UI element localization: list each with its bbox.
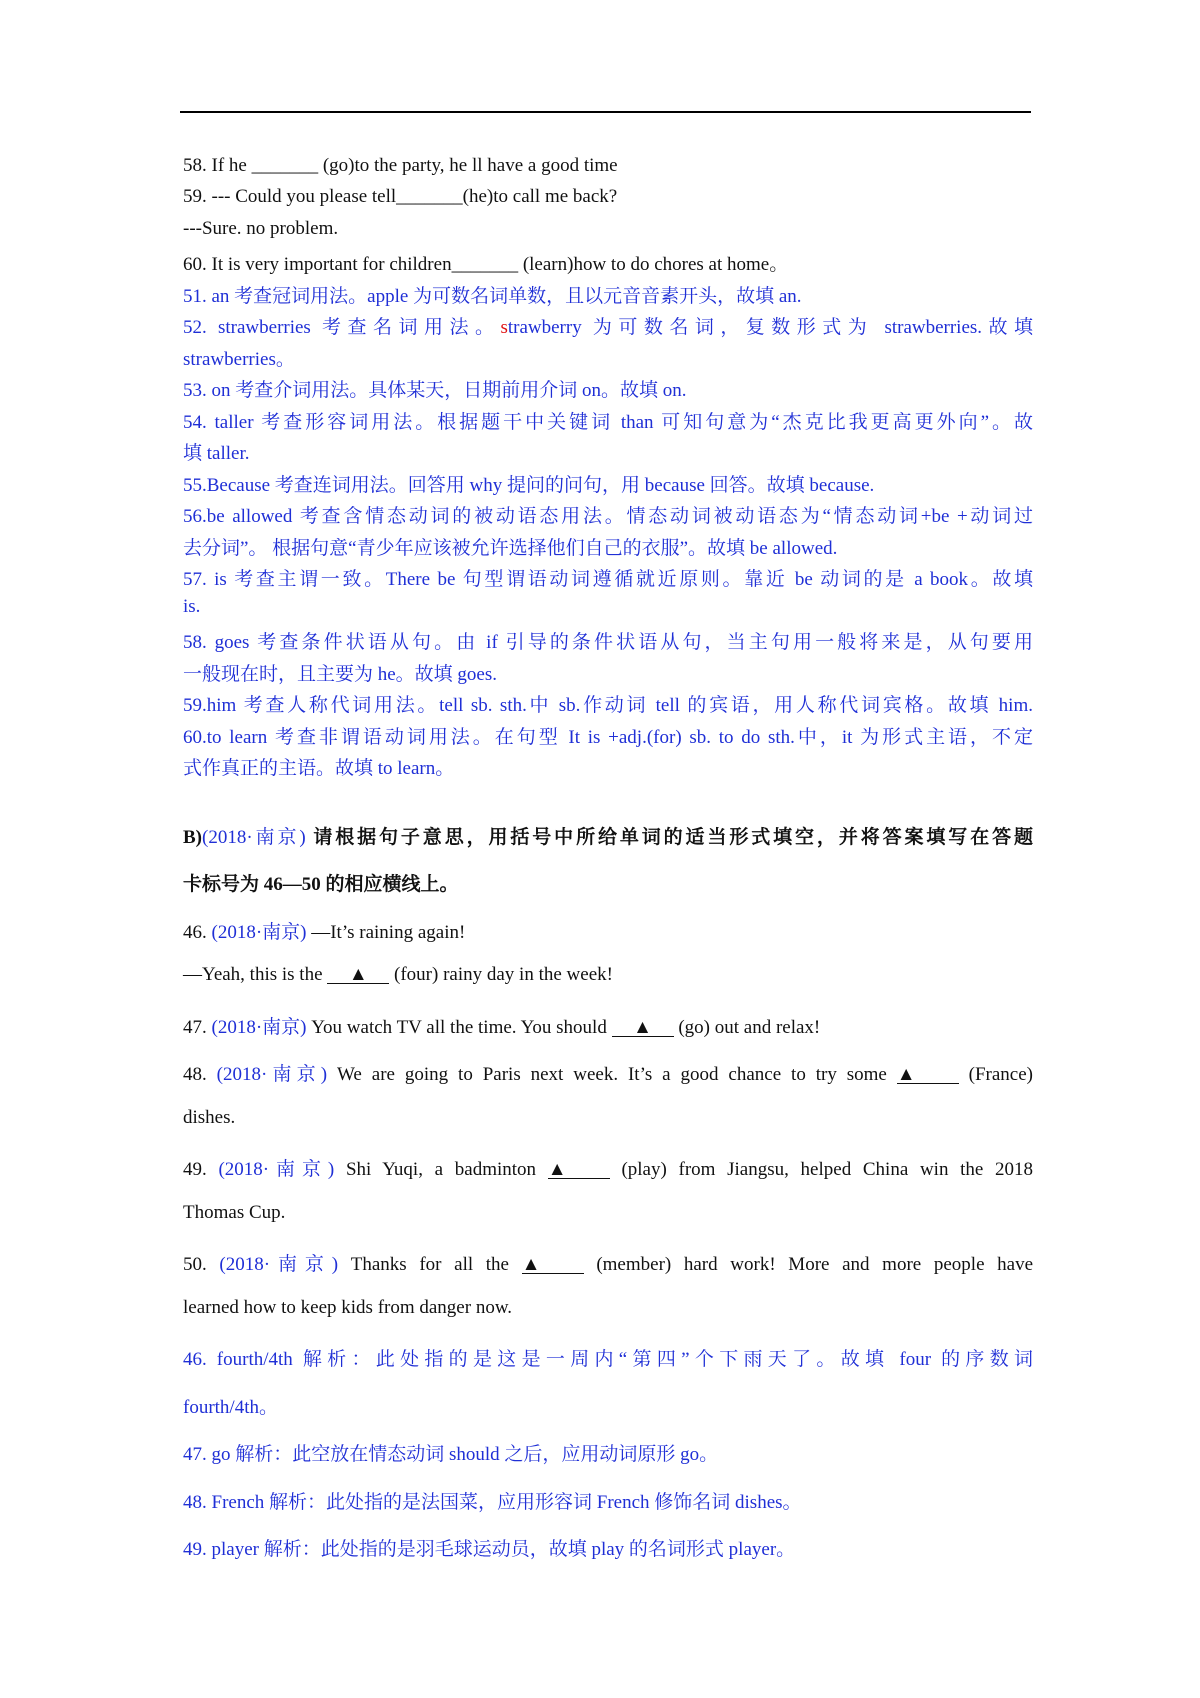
question-59-reply: ---Sure. no problem. (183, 218, 339, 239)
answer-47: 47. go 解析：此空放在情态动词 should 之后，应用动词原形 go。 (183, 1444, 719, 1465)
answer-57: 57. is 考查主谓一致。There be 句型谓语动词遵循就近原则。靠近 be 动词的是 a book。故填 (183, 569, 1033, 590)
answer-blank[interactable]: ▲ (612, 1020, 674, 1037)
question-59: 59. --- Could you please tell_______(he)to call me back? (183, 186, 618, 207)
answer-blank[interactable]: ▲ (522, 1257, 584, 1274)
answer-58: 58. goes 考查条件状语从句。由 if 引导的条件状语从句，当主句用一般将来是，从句要用 (183, 632, 1033, 653)
question-50-cont: learned how to keep kids from danger now. (183, 1297, 513, 1318)
answer-58-cont: 一般现在时，且主要为 he。故填 goes. (183, 664, 498, 685)
answer-59: 59.him 考查人称代词用法。tell sb. sth.中 sb.作动词 tell 的宾语，用人称代词宾格。故填 him. (183, 695, 1033, 716)
answer-53: 53. on 考查介词用法。具体某天，日期前用介词 on。故填 on. (183, 380, 687, 401)
answer-52: 52. strawberries 考查名词用法。strawberry 为可数名词，复数形式为 strawberries.故填 (183, 317, 1033, 338)
answer-46-cont: fourth/4th。 (183, 1397, 278, 1418)
answer-60-cont: 式作真正的主语。故填 to learn。 (183, 758, 455, 779)
answer-57-cont: is. (183, 596, 201, 617)
question-47: 47. (2018·南京) You watch TV all the time. You should ▲ (go) out and relax! (183, 1017, 821, 1038)
answer-46: 46. fourth/4th 解析：此处指的是这是一周内“第四”个下雨天了。故填 four 的序数词 (183, 1349, 1033, 1370)
answer-48: 48. French 解析：此处指的是法国菜，应用形容词 French 修饰名词 dishes。 (183, 1492, 802, 1513)
answer-blank[interactable]: ▲ (897, 1067, 959, 1084)
question-48-cont: dishes. (183, 1107, 236, 1128)
answer-56-cont: 去分词”。 根据句意“青少年应该被允许选择他们自己的衣服”。故填 be allowed. (183, 538, 838, 559)
question-60: 60. It is very important for children_______ (learn)how to do chores at home。 (183, 254, 789, 275)
section-b-heading: B)(2018·南京) 请根据句子意思，用括号中所给单词的适当形式填空，并将答案填写在答题 (183, 827, 1033, 848)
question-46-line2: —Yeah, this is the ▲ (four) rainy day in the week! (183, 964, 613, 985)
question-46: 46. (2018·南京) —It’s raining again! (183, 922, 466, 943)
question-50: 50. (2018·南京) Thanks for all the ▲ (member) hard work! More and more people have (183, 1254, 1034, 1275)
answer-blank[interactable]: ▲ (327, 967, 389, 984)
question-48: 48. (2018·南京) We are going to Paris next week. It’s a good chance to try some ▲ (France) (183, 1064, 1034, 1085)
question-58: 58. If he _______ (go)to the party, he ll have a good time (183, 155, 618, 176)
answer-55: 55.Because 考查连词用法。回答用 why 提问的问句，用 because 回答。故填 because. (183, 475, 875, 496)
answer-49: 49. player 解析：此处指的是羽毛球运动员，故填 play 的名词形式 player。 (183, 1539, 796, 1560)
answer-51: 51. an 考查冠词用法。apple 为可数名词单数，且以元音音素开头，故填 an. (183, 286, 802, 307)
section-b-heading-cont: 卡标号为 46—50 的相应横线上。 (183, 874, 459, 895)
question-49: 49. (2018·南京) Shi Yuqi, a badminton ▲ (play) from Jiangsu, helped China win the 2018 (183, 1159, 1034, 1180)
answer-52-cont: strawberries。 (183, 349, 295, 370)
answer-54-cont: 填 taller. (183, 443, 250, 464)
question-49-cont: Thomas Cup. (183, 1202, 286, 1223)
answer-54: 54. taller 考查形容词用法。根据题干中关键词 than 可知句意为“杰克比我更高更外向”。故 (183, 412, 1033, 433)
header-rule (180, 111, 1031, 113)
answer-56: 56.be allowed 考查含情态动词的被动语态用法。情态动词被动语态为“情态动词+be +动词过 (183, 506, 1033, 527)
answer-blank[interactable]: ▲ (548, 1162, 610, 1179)
answer-60: 60.to learn 考查非谓语动词用法。在句型 It is +adj.(for) sb. to do sth.中，it 为形式主语，不定 (183, 727, 1033, 748)
